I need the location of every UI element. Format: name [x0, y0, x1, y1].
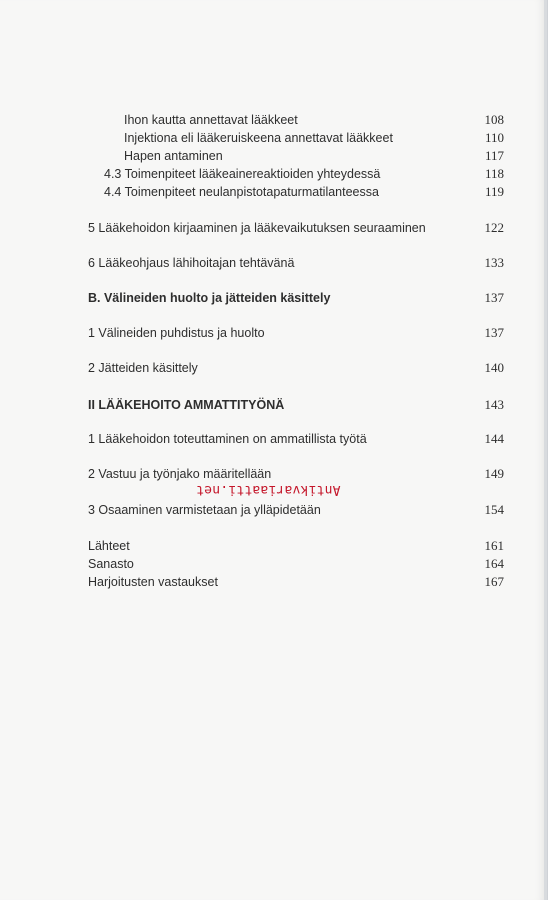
toc-chapter: [0, 254, 548, 272]
toc-chapter-title: 1 Välineiden puhdistus ja huolto: [88, 326, 265, 340]
toc-part-heading: [0, 396, 548, 414]
toc-part-title: II LÄÄKEHOITO AMMATTITYÖNÄ: [88, 398, 285, 412]
toc-chapter-page: 122: [484, 220, 504, 235]
toc-entry-page: 110: [484, 130, 504, 145]
toc-backmatter: [0, 537, 548, 555]
toc-backmatter-title: Lähteet: [88, 539, 130, 553]
toc-chapter: [0, 430, 548, 448]
toc-chapter: [0, 501, 548, 519]
toc-entry: [0, 165, 548, 183]
toc-chapter: [0, 219, 548, 237]
toc-chapter-page: 154: [484, 502, 504, 517]
toc-section-title: B. Välineiden huolto ja jätteiden käsittely: [88, 291, 331, 305]
toc-chapter-page: 140: [484, 360, 504, 375]
toc-entry-page: 119: [484, 184, 504, 199]
toc-backmatter-title: Sanasto: [88, 557, 134, 571]
toc-entry-page: 117: [484, 148, 504, 163]
toc-entry-page: 118: [484, 166, 504, 181]
toc-backmatter-page: 161: [484, 538, 504, 553]
toc-chapter-page: 149: [484, 466, 504, 481]
toc-entry-title: 4.4 Toimenpiteet neulanpistotapaturmatilanteessa: [104, 185, 379, 199]
toc-entry: [0, 111, 548, 129]
toc-chapter-page: 137: [484, 325, 504, 340]
toc-entry: [0, 129, 548, 147]
toc-backmatter-page: 167: [484, 574, 504, 589]
watermark: Antikvariaatti.net: [196, 482, 341, 497]
toc-backmatter: [0, 573, 548, 591]
toc-part-page: 143: [484, 397, 504, 412]
toc-chapter-title: 3 Osaaminen varmistetaan ja ylläpidetään: [88, 503, 321, 517]
toc-entry: [0, 147, 548, 165]
toc-chapter-title: 5 Lääkehoidon kirjaaminen ja lääkevaikutuksen seuraaminen: [88, 221, 426, 235]
toc-chapter: [0, 324, 548, 342]
toc-chapter: [0, 465, 548, 483]
toc-backmatter-title: Harjoitusten vastaukset: [88, 575, 218, 589]
toc-chapter-page: 144: [484, 431, 504, 446]
toc-entry-title: Ihon kautta annettavat lääkkeet: [124, 113, 298, 127]
toc-section-heading: [0, 289, 548, 307]
toc-chapter-title: 6 Lääkeohjaus lähihoitajan tehtävänä: [88, 256, 295, 270]
toc-entry: [0, 183, 548, 201]
toc-chapter-title: 1 Lääkehoidon toteuttaminen on ammatillista työtä: [88, 432, 367, 446]
toc-entry-title: 4.3 Toimenpiteet lääkeainereaktioiden yhteydessä: [104, 167, 381, 181]
toc-section-page: 137: [484, 290, 504, 305]
toc-entry-title: Injektiona eli lääkeruiskeena annettavat lääkkeet: [124, 131, 393, 145]
toc-entry-title: Hapen antaminen: [124, 149, 223, 163]
toc-backmatter: [0, 555, 548, 573]
toc-chapter-title: 2 Vastuu ja työnjako määritellään: [88, 467, 272, 481]
toc-chapter-page: 133: [484, 255, 504, 270]
toc-chapter: [0, 359, 548, 377]
toc-chapter-title: 2 Jätteiden käsittely: [88, 361, 198, 375]
toc-entry-page: 108: [484, 112, 504, 127]
toc-backmatter-page: 164: [484, 556, 504, 571]
